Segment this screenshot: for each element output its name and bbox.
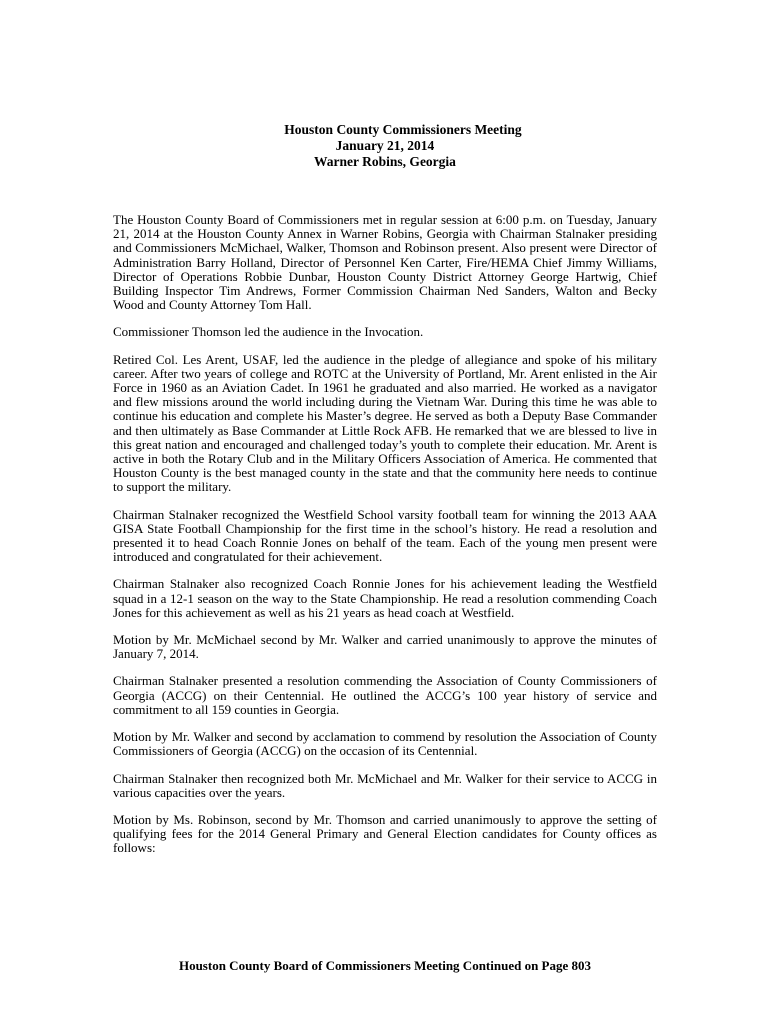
paragraph-accg-resolution: Chairman Stalnaker presented a resolution commending the Association of County Commissioners of Georgia (ACCG) on their Centennial. He outlined the ACCG’s 100 year history of service and commitment to all 159 counties in Georgia.: [113, 673, 657, 717]
minutes-body: [113, 213, 657, 869]
paragraph-pledge: Retired Col. Les Arent, USAF, led the audience in the pledge of allegiance and spoke of his military career. After two years of college and ROTC at the University of Portland, Mr. Arent enlisted in the Air Force in 1960 as an Aviation Cadet. In 1961 he graduated and also married. He worked as a navigator and flew missions around the world including during the Vietnam War. During this time he was able to continue his education and complete his Master’s degree. He served as both a Deputy Base Commander and then ultimately as Base Commander at Little Rock AFB. He remarked that we are blessed to live in this great nation and encouraged and challenged today’s youth to complete their education. Mr. Arent is active in both the Rotary Club and in the Military Officers Association of America. He commented that Houston County is the best managed county in the state and that the community here needs to continue to support the military.: [113, 351, 657, 495]
paragraph-westfield-team: Chairman Stalnaker recognized the Westfield School varsity football team for winning the 2013 AAA GISA State Football Championship for the first time in the school’s history. He read a resolution and presented it to head Coach Ronnie Jones on behalf of the team. Each of the young men present were introduced and congratulated for their achievement.: [113, 506, 657, 565]
meeting-title: Houston County Commissioners Meeting: [284, 122, 522, 137]
meeting-location: Warner Robins, Georgia: [314, 154, 456, 169]
paragraph-attendance: The Houston County Board of Commissioners met in regular session at 6:00 p.m. on Tuesday, January 21, 2014 at the Houston County Annex in Warner Robins, Georgia with Chairman Stalnaker presiding and Commissioners McMichael, Walker, Thomson and Robinson present. Also present were Director of Administration Barry Holland, Director of Personnel Ken Carter, Fire/HEMA Chief Jimmy Williams, Director of Operations Robbie Dunbar, Houston County District Attorney George Hartwig, Chief Building Inspector Tim Andrews, Former Commission Chairman Ned Sanders, Walton and Becky Wood and County Attorney Tom Hall.: [113, 212, 657, 313]
paragraph-invocation: Commissioner Thomson led the audience in the Invocation.: [113, 324, 424, 340]
paragraph-minutes-motion: Motion by Mr. McMichael second by Mr. Walker and carried unanimously to approve the minutes of January 7, 2014.: [113, 632, 657, 662]
continued-footer: Houston County Board of Commissioners Meeting Continued on Page 803: [178, 958, 592, 973]
paragraph-accg-motion: Motion by Mr. Walker and second by acclamation to commend by resolution the Association of County Commissioners of Georgia (ACCG) on the occasion of its Centennial.: [113, 729, 657, 759]
paragraph-accg-recognition: Chairman Stalnaker then recognized both Mr. McMichael and Mr. Walker for their service to ACCG in various capacities over the years.: [113, 770, 657, 800]
paragraph-coach-jones: Chairman Stalnaker also recognized Coach Ronnie Jones for his achievement leading the Westfield squad in a 12-1 season on the way to the State Championship. He read a resolution commending Coach Jones for this achievement as well as his 21 years as head coach at Westfield.: [113, 576, 657, 620]
meeting-date: January 21, 2014: [335, 138, 435, 153]
title-block: [0, 122, 770, 170]
paragraph-qualifying-fees: Motion by Ms. Robinson, second by Mr. Thomson and carried unanimously to approve the setting of qualifying fees for the 2014 General Primary and General Election candidates for County offices as follows:: [113, 811, 657, 856]
